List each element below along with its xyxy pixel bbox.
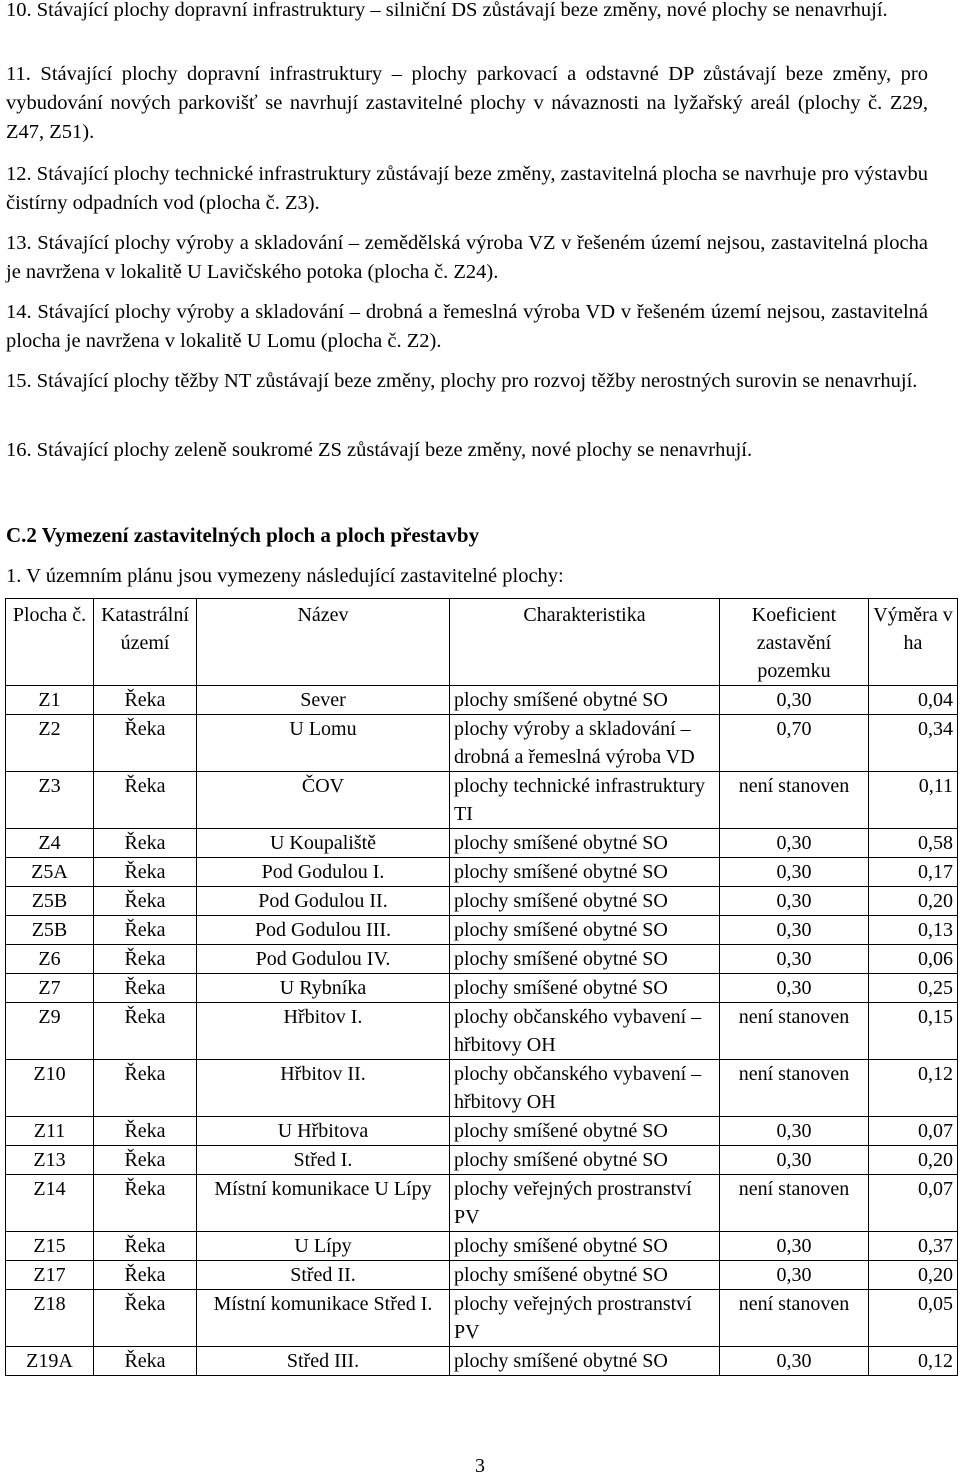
cell-katastralni-uzemi: Řeka [94, 1347, 197, 1376]
cell-plocha: Z1 [6, 686, 94, 715]
cell-koeficient: 0,30 [720, 887, 869, 916]
cell-plocha: Z6 [6, 945, 94, 974]
cell-plocha: Z17 [6, 1261, 94, 1290]
table-body [6, 686, 958, 1376]
cell-charakteristika: plochy smíšené obytné SO [450, 1117, 720, 1146]
cell-vymera: 0,25 [869, 974, 958, 1003]
cell-katastralni-uzemi: Řeka [94, 1261, 197, 1290]
cell-katastralni-uzemi: Řeka [94, 1290, 197, 1347]
cell-vymera: 0,06 [869, 945, 958, 974]
cell-koeficient: není stanoven [720, 1003, 869, 1060]
cell-vymera: 0,17 [869, 858, 958, 887]
item-text: Stávající plochy výroby a skladování – drobná a řemeslná výroba VD v řešeném území nejsou, zastavitelná plocha je navržena v lokalitě U Lomu (plocha č. Z2). [6, 301, 929, 352]
cell-nazev: Sever [197, 686, 450, 715]
cell-charakteristika: plochy technické infrastruktury TI [450, 772, 720, 829]
list-item-12 [6, 160, 928, 218]
item-number: 15. [6, 370, 32, 392]
table-row [6, 772, 958, 829]
cell-charakteristika: plochy smíšené obytné SO [450, 945, 720, 974]
cell-vymera: 0,34 [869, 715, 958, 772]
cell-plocha: Z15 [6, 1232, 94, 1261]
cell-katastralni-uzemi: Řeka [94, 1175, 197, 1232]
table-row [6, 1347, 958, 1376]
cell-koeficient: 0,30 [720, 945, 869, 974]
cell-koeficient: 0,30 [720, 1261, 869, 1290]
cell-katastralni-uzemi: Řeka [94, 916, 197, 945]
cell-charakteristika: plochy smíšené obytné SO [450, 1146, 720, 1175]
cell-koeficient: 0,30 [720, 1146, 869, 1175]
col-header-koeficient: Koeficient zastavění pozemku [720, 599, 869, 686]
cell-vymera: 0,12 [869, 1347, 958, 1376]
cell-charakteristika: plochy smíšené obytné SO [450, 829, 720, 858]
cell-koeficient: 0,30 [720, 974, 869, 1003]
cell-koeficient: není stanoven [720, 1290, 869, 1347]
cell-charakteristika: plochy smíšené obytné SO [450, 1261, 720, 1290]
cell-plocha: Z7 [6, 974, 94, 1003]
cell-vymera: 0,07 [869, 1117, 958, 1146]
table-row [6, 1232, 958, 1261]
cell-nazev: U Hřbitova [197, 1117, 450, 1146]
table-row [6, 1060, 958, 1117]
cell-katastralni-uzemi: Řeka [94, 772, 197, 829]
cell-koeficient: 0,30 [720, 686, 869, 715]
cell-koeficient: 0,30 [720, 1232, 869, 1261]
cell-vymera: 0,20 [869, 1146, 958, 1175]
cell-plocha: Z9 [6, 1003, 94, 1060]
cell-koeficient: 0,30 [720, 1347, 869, 1376]
cell-plocha: Z5B [6, 916, 94, 945]
cell-charakteristika: plochy smíšené obytné SO [450, 887, 720, 916]
item-number: 13. [6, 232, 32, 254]
cell-nazev: U Lípy [197, 1232, 450, 1261]
cell-nazev: U Lomu [197, 715, 450, 772]
table-row [6, 1290, 958, 1347]
cell-katastralni-uzemi: Řeka [94, 974, 197, 1003]
cell-nazev: Hřbitov II. [197, 1060, 450, 1117]
cell-charakteristika: plochy smíšené obytné SO [450, 1347, 720, 1376]
item-number: 10. [6, 0, 32, 21]
item-number: 16. [6, 439, 32, 461]
cell-katastralni-uzemi: Řeka [94, 858, 197, 887]
cell-nazev: Pod Godulou II. [197, 887, 450, 916]
list-item-10 [6, 0, 928, 25]
table-row [6, 974, 958, 1003]
table-row [6, 715, 958, 772]
cell-vymera: 0,11 [869, 772, 958, 829]
item-number: 14. [6, 301, 32, 323]
item-text: Stávající plochy dopravní infrastruktury – silniční DS zůstávají beze změny, nové plochy se nenavrhují. [36, 0, 888, 21]
cell-nazev: Střed III. [197, 1347, 450, 1376]
cell-charakteristika: plochy veřejných prostranství PV [450, 1290, 720, 1347]
section-heading: C.2 Vymezení zastavitelných ploch a ploch přestavby [6, 523, 480, 547]
cell-vymera: 0,07 [869, 1175, 958, 1232]
cell-plocha: Z3 [6, 772, 94, 829]
list-item-16 [6, 436, 928, 465]
table-row [6, 916, 958, 945]
item-text: Stávající plochy výroby a skladování – zemědělská výroba VZ v řešeném území nejsou, zastavitelná plocha je navržena v lokalitě U Lavičského potoka (plocha č. Z24). [6, 232, 929, 283]
list-item-15 [6, 367, 928, 396]
cell-plocha: Z5B [6, 887, 94, 916]
col-header-vymera: Výměra v ha [869, 599, 958, 686]
col-header-nazev: Název [197, 599, 450, 686]
zones-table [5, 598, 958, 1376]
cell-nazev: Střed I. [197, 1146, 450, 1175]
cell-koeficient: 0,30 [720, 1117, 869, 1146]
list-item-14 [6, 298, 928, 356]
item-text: Stávající plochy technické infrastruktury zůstávají beze změny, zastavitelná plocha se navrhuje pro výstavbu čistírny odpadních vod (plocha č. Z3). [6, 163, 928, 214]
table-header-row [6, 599, 958, 686]
cell-vymera: 0,58 [869, 829, 958, 858]
cell-charakteristika: plochy občanského vybavení – hřbitovy OH [450, 1060, 720, 1117]
cell-nazev: Střed II. [197, 1261, 450, 1290]
cell-katastralni-uzemi: Řeka [94, 1232, 197, 1261]
cell-katastralni-uzemi: Řeka [94, 1003, 197, 1060]
cell-nazev: Místní komunikace U Lípy [197, 1175, 450, 1232]
table-row [6, 945, 958, 974]
cell-charakteristika: plochy veřejných prostranství PV [450, 1175, 720, 1232]
cell-nazev: ČOV [197, 772, 450, 829]
cell-koeficient: 0,30 [720, 916, 869, 945]
cell-charakteristika: plochy občanského vybavení – hřbitovy OH [450, 1003, 720, 1060]
cell-koeficient: není stanoven [720, 1175, 869, 1232]
cell-katastralni-uzemi: Řeka [94, 887, 197, 916]
table-row [6, 1003, 958, 1060]
page-number: 3 [475, 1455, 485, 1477]
list-item-11 [6, 60, 928, 147]
cell-plocha: Z18 [6, 1290, 94, 1347]
table-row [6, 1175, 958, 1232]
cell-vymera: 0,20 [869, 887, 958, 916]
cell-plocha: Z5A [6, 858, 94, 887]
cell-plocha: Z2 [6, 715, 94, 772]
cell-katastralni-uzemi: Řeka [94, 1060, 197, 1117]
cell-koeficient: 0,70 [720, 715, 869, 772]
cell-nazev: Hřbitov I. [197, 1003, 450, 1060]
cell-charakteristika: plochy smíšené obytné SO [450, 916, 720, 945]
cell-vymera: 0,12 [869, 1060, 958, 1117]
cell-nazev: U Rybníka [197, 974, 450, 1003]
cell-vymera: 0,15 [869, 1003, 958, 1060]
item-text: Stávající plochy těžby NT zůstávají beze změny, plochy pro rozvoj těžby nerostných surovin se nenavrhují. [36, 370, 918, 392]
cell-nazev: Pod Godulou IV. [197, 945, 450, 974]
intro-text: 1. V územním plánu jsou vymezeny následující zastavitelné plochy: [6, 565, 564, 587]
item-number: 11. [6, 63, 31, 85]
cell-vymera: 0,04 [869, 686, 958, 715]
list-item-13 [6, 229, 928, 287]
table-row [6, 1261, 958, 1290]
table-row [6, 858, 958, 887]
cell-charakteristika: plochy smíšené obytné SO [450, 858, 720, 887]
cell-katastralni-uzemi: Řeka [94, 1146, 197, 1175]
cell-katastralni-uzemi: Řeka [94, 686, 197, 715]
cell-koeficient: 0,30 [720, 829, 869, 858]
cell-nazev: Pod Godulou I. [197, 858, 450, 887]
cell-charakteristika: plochy smíšené obytné SO [450, 974, 720, 1003]
cell-nazev: U Koupaliště [197, 829, 450, 858]
table-row [6, 887, 958, 916]
col-header-plocha: Plocha č. [6, 599, 94, 686]
cell-vymera: 0,20 [869, 1261, 958, 1290]
cell-charakteristika: plochy smíšené obytné SO [450, 686, 720, 715]
cell-katastralni-uzemi: Řeka [94, 945, 197, 974]
cell-plocha: Z13 [6, 1146, 94, 1175]
cell-koeficient: 0,30 [720, 858, 869, 887]
table-row [6, 829, 958, 858]
item-number: 12. [6, 163, 32, 185]
cell-charakteristika: plochy výroby a skladování – drobná a řemeslná výroba VD [450, 715, 720, 772]
col-header-katastralni-uzemi: Katastrální území [94, 599, 197, 686]
cell-koeficient: není stanoven [720, 772, 869, 829]
item-text: Stávající plochy dopravní infrastruktury – plochy parkovací a odstavné DP zůstávají beze změny, pro vybudování nových parkovišť se navrhují zastavitelné plochy v návaznosti na lyžařský areál (plochy č. Z29, Z47, Z51). [6, 63, 928, 143]
cell-plocha: Z14 [6, 1175, 94, 1232]
table-row [6, 1117, 958, 1146]
cell-nazev: Místní komunikace Střed I. [197, 1290, 450, 1347]
cell-vymera: 0,13 [869, 916, 958, 945]
col-header-charakteristika: Charakteristika [450, 599, 720, 686]
cell-vymera: 0,37 [869, 1232, 958, 1261]
cell-nazev: Pod Godulou III. [197, 916, 450, 945]
cell-katastralni-uzemi: Řeka [94, 1117, 197, 1146]
cell-plocha: Z19A [6, 1347, 94, 1376]
cell-plocha: Z11 [6, 1117, 94, 1146]
item-text: Stávající plochy zeleně soukromé ZS zůstávají beze změny, nové plochy se nenavrhují. [36, 439, 753, 461]
cell-koeficient: není stanoven [720, 1060, 869, 1117]
table-row [6, 1146, 958, 1175]
cell-katastralni-uzemi: Řeka [94, 715, 197, 772]
cell-charakteristika: plochy smíšené obytné SO [450, 1232, 720, 1261]
cell-plocha: Z10 [6, 1060, 94, 1117]
cell-vymera: 0,05 [869, 1290, 958, 1347]
table-row [6, 686, 958, 715]
cell-plocha: Z4 [6, 829, 94, 858]
cell-katastralni-uzemi: Řeka [94, 829, 197, 858]
